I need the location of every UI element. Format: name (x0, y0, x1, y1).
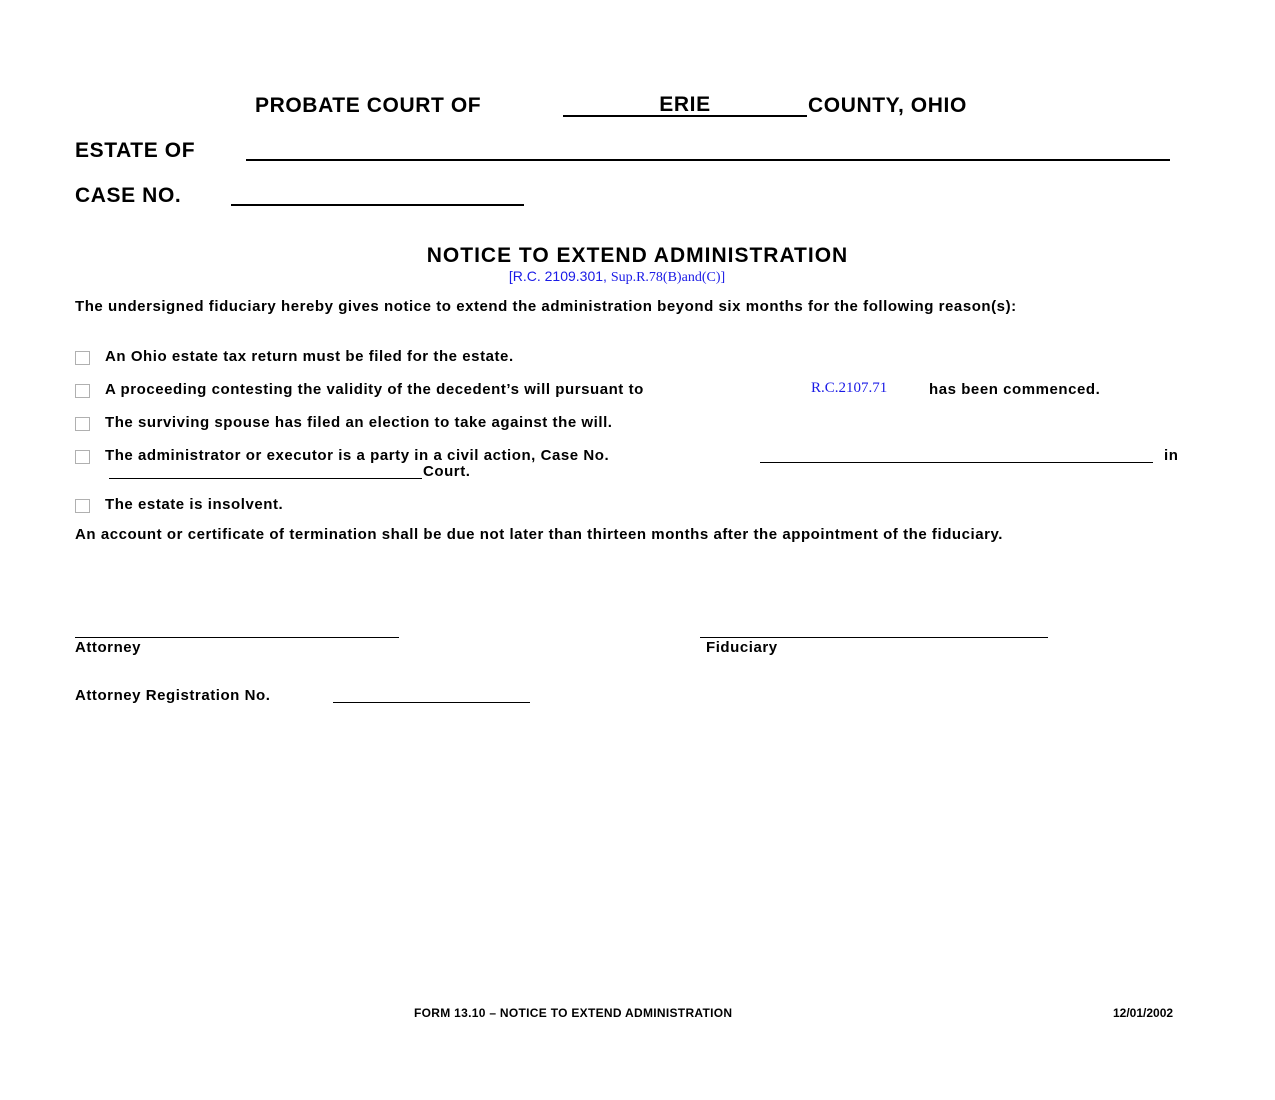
footer-date: 12/01/2002 (1113, 1006, 1174, 1020)
statute-link[interactable]: R.C.2107.71 (811, 380, 888, 396)
reason-text-3: The surviving spouse has filed an election to take against the will. (105, 414, 613, 431)
closing-text: An account or certificate of termination shall be due not later than thirteen months after the appointment of the fiduciary. (75, 526, 1004, 543)
fiduciary-signature-line[interactable] (700, 637, 1048, 638)
fiduciary-label: Fiduciary (706, 639, 778, 656)
citation-supr: Sup.R.78(B)and(C)] (610, 270, 726, 285)
civil-case-no-field[interactable] (760, 462, 1153, 463)
court-suffix: COUNTY, OHIO (808, 94, 967, 117)
estate-field[interactable] (246, 159, 1170, 161)
reason-checkbox-4[interactable] (75, 450, 90, 464)
case-label: CASE NO. (75, 184, 182, 207)
reason-checkbox-2[interactable] (75, 384, 90, 398)
attorney-signature-line[interactable] (75, 637, 399, 638)
civil-court-field[interactable] (109, 478, 422, 479)
intro-text: The undersigned fiduciary hereby gives notice to extend the administration beyond six months for the following reason(s): (75, 298, 1017, 315)
reason-text-4: The administrator or executor is a party in a civil action, Case No. (105, 447, 610, 464)
case-field[interactable] (231, 204, 524, 206)
citation (0, 268, 1234, 286)
registration-field[interactable] (333, 702, 530, 703)
attorney-label: Attorney (75, 639, 142, 656)
court-prefix: PROBATE COURT OF (255, 94, 482, 117)
reason-text-4-in: in (1164, 447, 1179, 464)
citation-rc: [R.C. 2109.301, (508, 268, 607, 284)
reason-checkbox-3[interactable] (75, 417, 90, 431)
reason-checkbox-1[interactable] (75, 351, 90, 365)
form-title: NOTICE TO EXTEND ADMINISTRATION (426, 244, 849, 267)
footer-form: FORM 13.10 – NOTICE TO EXTEND ADMINISTRATION (414, 1006, 733, 1020)
reason-text-2: A proceeding contesting the validity of the decedent’s will pursuant to (105, 381, 644, 398)
county-value[interactable]: ERIE (659, 93, 711, 116)
reason-text-1: An Ohio estate tax return must be filed for the estate. (105, 348, 514, 365)
reason-text-5: The estate is insolvent. (105, 496, 284, 513)
reason-text-4-court: Court. (423, 463, 471, 480)
reason-checkbox-5[interactable] (75, 499, 90, 513)
reason-text-2b: has been commenced. (929, 381, 1101, 398)
estate-label: ESTATE OF (75, 139, 196, 162)
registration-label: Attorney Registration No. (75, 687, 271, 704)
